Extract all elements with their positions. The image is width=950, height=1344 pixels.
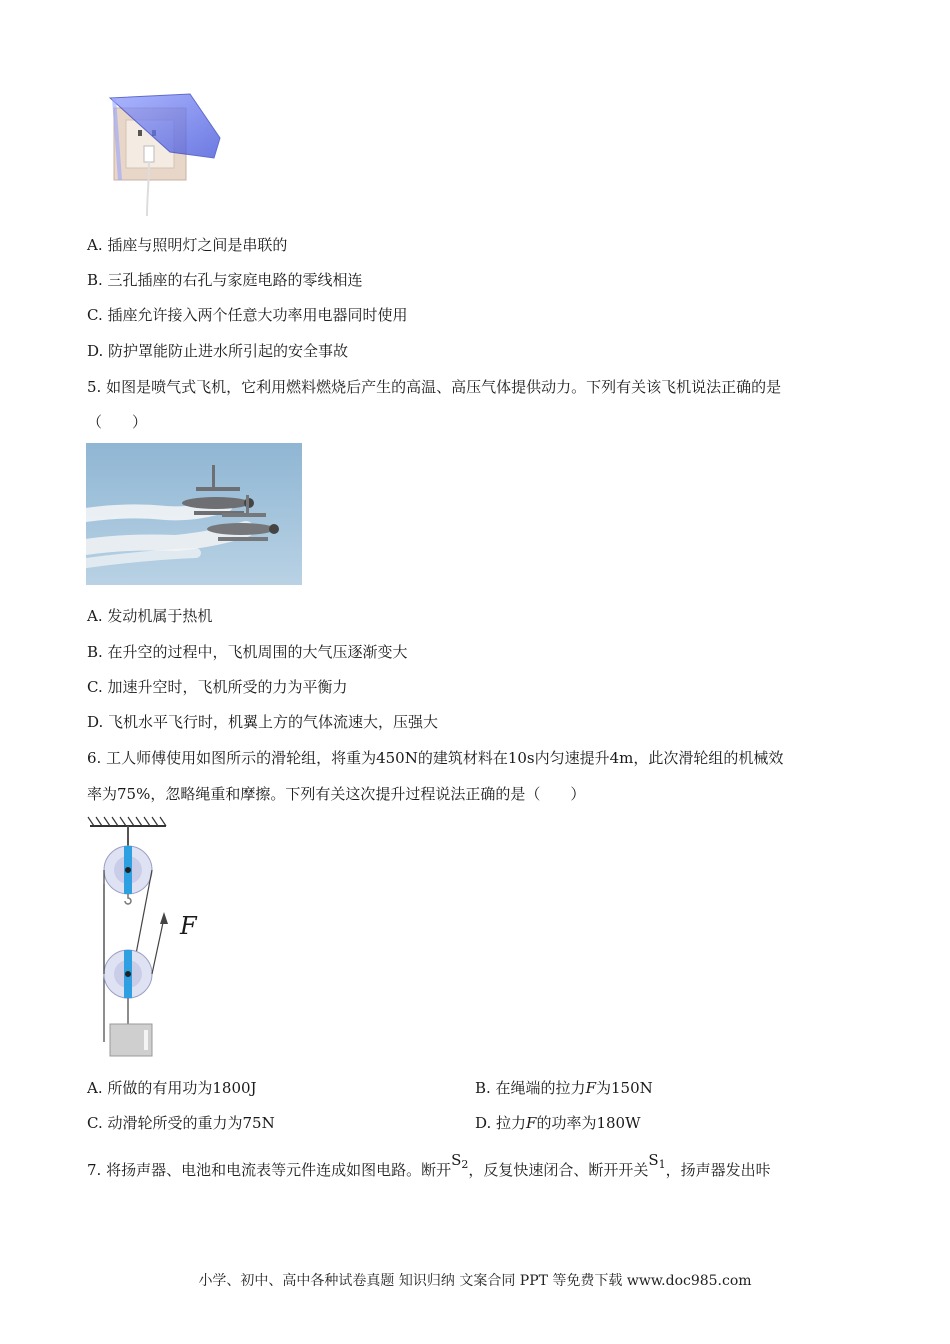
q4-option-c: C. 插座允许接入两个任意大功率用电器同时使用 xyxy=(87,306,408,324)
q7-stem: 7. 将扬声器、电池和电流表等元件连成如图电路。断开$S_2$，反复快速闭合、断开开关$S_1$，扬声器发出咔 xyxy=(87,1151,771,1179)
airplane-photo xyxy=(86,443,302,585)
q4-option-d: D. 防护罩能防止进水所引起的安全事故 xyxy=(87,342,349,360)
force-label: F xyxy=(180,912,197,940)
q5-option-b: B. 在升空的过程中，飞机周围的大气压逐渐变大 xyxy=(87,643,408,661)
q5-stem-line1: 5. 如图是喷气式飞机，它利用燃料燃烧后产生的高温、高压气体提供动力。下列有关该飞机说法正确的是 xyxy=(87,378,782,396)
q6-option-a: A. 所做的有用功为1800J xyxy=(87,1079,257,1097)
q6-stem-line2: 率为75%，忽略绳重和摩擦。下列有关这次提升过程说法正确的是（ ） xyxy=(87,785,586,803)
q6-option-c: C. 动滑轮所受的重力为75N xyxy=(87,1114,275,1132)
q4-option-b: B. 三孔插座的右孔与家庭电路的零线相连 xyxy=(87,271,363,289)
q4-option-a: A. 插座与照明灯之间是串联的 xyxy=(87,236,288,254)
q6-stem-line1: 6. 工人师傅使用如图所示的滑轮组，将重为450N的建筑材料在10s内匀速提升4m，此次滑轮组的机械效 xyxy=(87,749,784,767)
q5-option-a: A. 发动机属于热机 xyxy=(87,607,213,625)
q6-option-d: D. 拉力F的功率为180W xyxy=(475,1114,641,1132)
q6-option-b: B. 在绳端的拉力F为150N xyxy=(475,1079,653,1097)
q5-option-c: C. 加速升空时，飞机所受的力为平衡力 xyxy=(87,678,348,696)
socket-cover-figure xyxy=(100,88,230,218)
q5-option-d: D. 飞机水平飞行时，机翼上方的气体流速大，压强大 xyxy=(87,713,439,731)
q5-stem-line2: （ ） xyxy=(87,413,148,431)
page-footer: 小学、初中、高中各种试卷真题 知识归纳 文案合同 PPT 等免费下载 www.doc985.com xyxy=(198,1273,752,1289)
